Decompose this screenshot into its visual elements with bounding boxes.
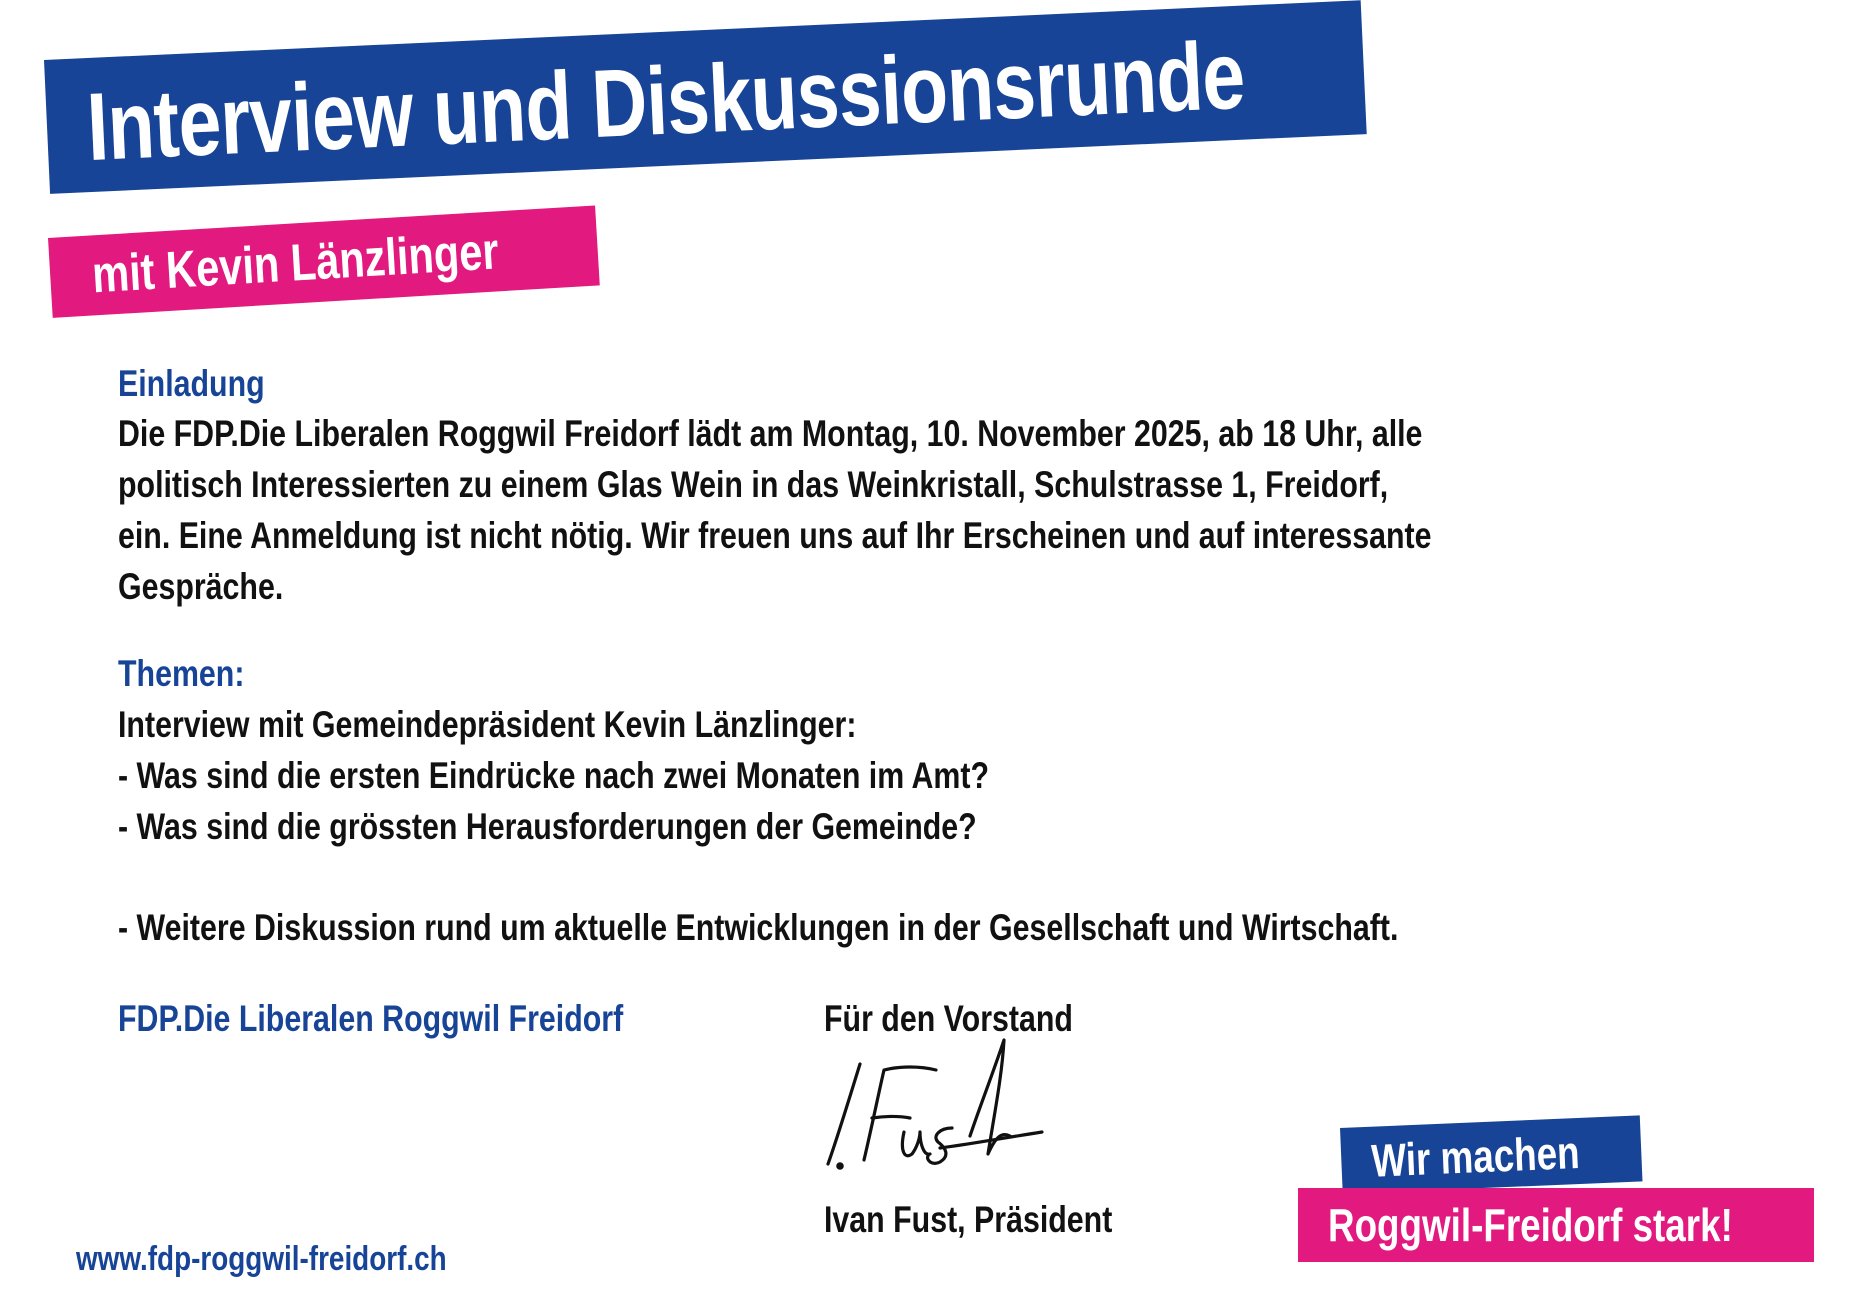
invitation-heading: Einladung — [118, 363, 265, 404]
topics-intro: Interview mit Gemeindepräsident Kevin Länzlinger: — [118, 704, 857, 745]
topic-extra: - Weitere Diskussion rund um aktuelle Entwicklungen in der Gesellschaft und Wirtschaft. — [118, 907, 1399, 948]
organization-name: FDP.Die Liberalen Roggwil Freidorf — [118, 998, 624, 1039]
subtitle-banner — [48, 206, 600, 318]
signer-name: Ivan Fust, Präsident — [824, 1199, 1113, 1240]
title-banner — [44, 0, 1367, 194]
website-link[interactable]: www.fdp-roggwil-freidorf.ch — [76, 1240, 447, 1278]
topic-item: - Was sind die grössten Herausforderungen der Gemeinde? — [118, 806, 977, 847]
topics-heading: Themen: — [118, 653, 245, 694]
page-title: Interview und Diskussionsrunde — [84, 21, 1247, 182]
slogan-line-2: Roggwil-Freidorf stark! — [1328, 1199, 1733, 1251]
slogan-line-1: Wir machen — [1370, 1126, 1581, 1187]
signature — [820, 1036, 1060, 1186]
invitation-line: Die FDP.Die Liberalen Roggwil Freidorf lädt am Montag, 10. November 2025, ab 18 Uhr, alle — [118, 413, 1423, 454]
slogan-banner-pink — [1298, 1188, 1814, 1262]
invitation-line: ein. Eine Anmeldung ist nicht nötig. Wir freuen uns auf Ihr Erscheinen und auf interessante — [118, 515, 1432, 556]
invitation-line: Gespräche. — [118, 566, 284, 607]
topic-item: - Was sind die ersten Eindrücke nach zwei Monaten im Amt? — [118, 755, 990, 796]
page-subtitle: mit Kevin Länzlinger — [90, 222, 501, 305]
slogan-banner-blue — [1340, 1115, 1643, 1194]
board-label: Für den Vorstand — [824, 998, 1073, 1039]
invitation-line: politisch Interessierten zu einem Glas Wein in das Weinkristall, Schulstrasse 1, Freidorf, — [118, 464, 1389, 505]
